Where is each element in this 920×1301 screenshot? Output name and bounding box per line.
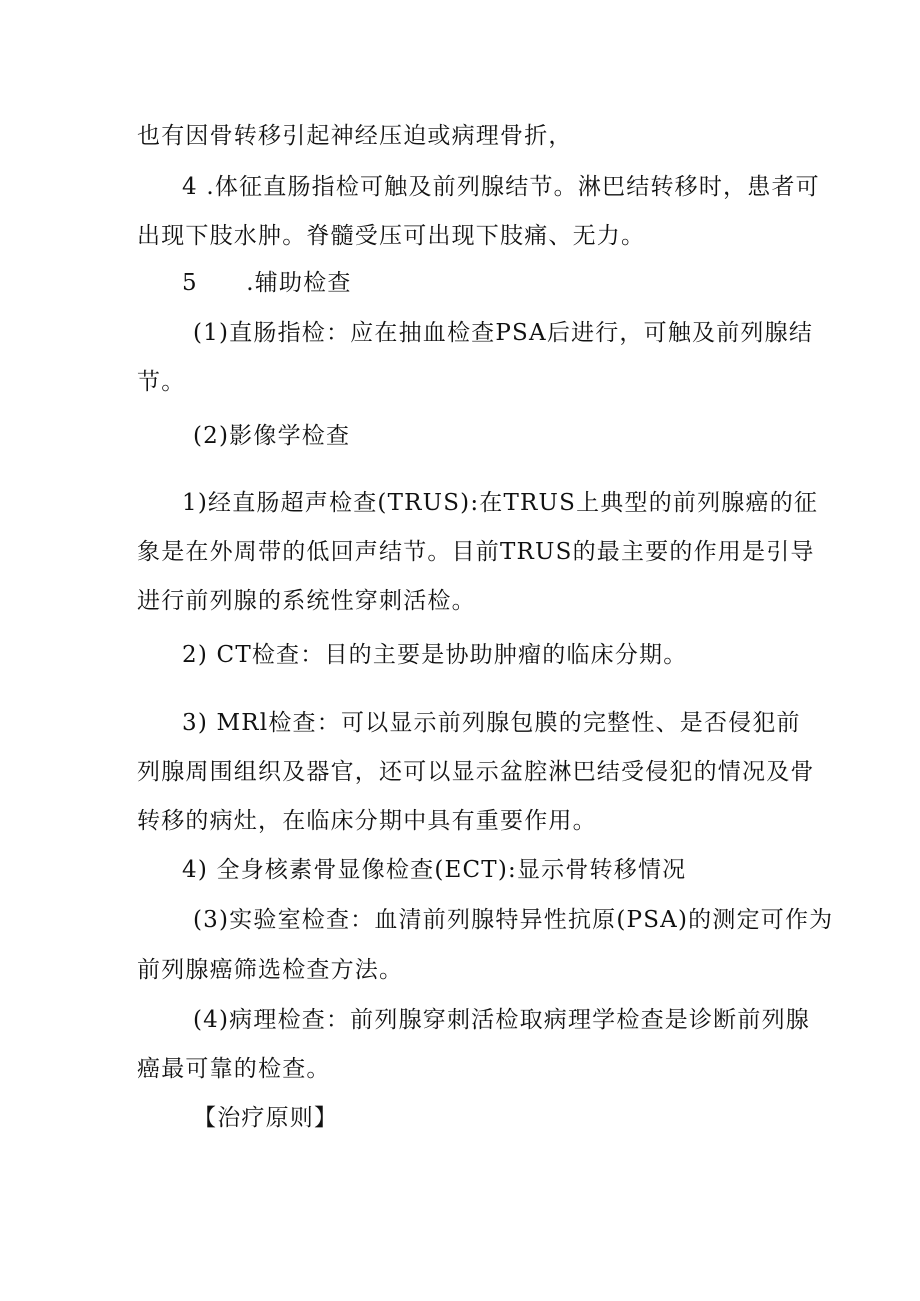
text-line: (1)直肠指检：应在抽血检查PSA后进行，可触及前列腺结 <box>193 320 814 346</box>
text-line: 前列腺癌筛选检查方法。 <box>137 957 404 983</box>
text-line: (2)影像学检查 <box>193 423 351 449</box>
text-line: 2) CT检查：目的主要是协助肿瘤的临床分期。 <box>182 642 688 668</box>
text-line: 节。 <box>137 369 186 395</box>
text-line: 出现下肢水肿。脊髓受压可出现下肢痛、无力。 <box>137 223 646 249</box>
text-line: 3) MRl检查：可以显示前列腺包膜的完整性、是否侵犯前 <box>182 710 801 736</box>
text-line: 进行前列腺的系统性穿刺活检。 <box>137 588 476 614</box>
text-line: 转移的病灶，在临床分期中具有重要作用。 <box>137 808 597 834</box>
text-line: 1)经直肠超声检查(TRUS):在TRUS上典型的前列腺癌的征 <box>182 490 819 516</box>
text-line: (4)病理检查：前列腺穿刺活检取病理学检查是诊断前列腺 <box>193 1007 810 1033</box>
text-line: 也有因骨转移引起神经压迫或病理骨折， <box>137 123 573 149</box>
text-line: 4) 全身核素骨显像检查(ECT):显示骨转移情况 <box>182 857 687 883</box>
text-line: (3)实验室检查：血清前列腺特异性抗原(PSA)的测定可作为 <box>193 907 834 933</box>
text-line: 5 .辅助检查 <box>182 270 352 296</box>
section-heading: 【治疗原则】 <box>193 1105 339 1131</box>
text-line: 4 .体征直肠指检可触及前列腺结节。淋巴结转移时，患者可 <box>182 174 820 200</box>
text-line: 列腺周围组织及器官，还可以显示盆腔淋巴结受侵犯的情况及骨 <box>137 759 815 785</box>
text-line: 象是在外周带的低回声结节。目前TRUS的最主要的作用是引导 <box>137 539 815 565</box>
text-line: 癌最可靠的检查。 <box>137 1056 331 1082</box>
